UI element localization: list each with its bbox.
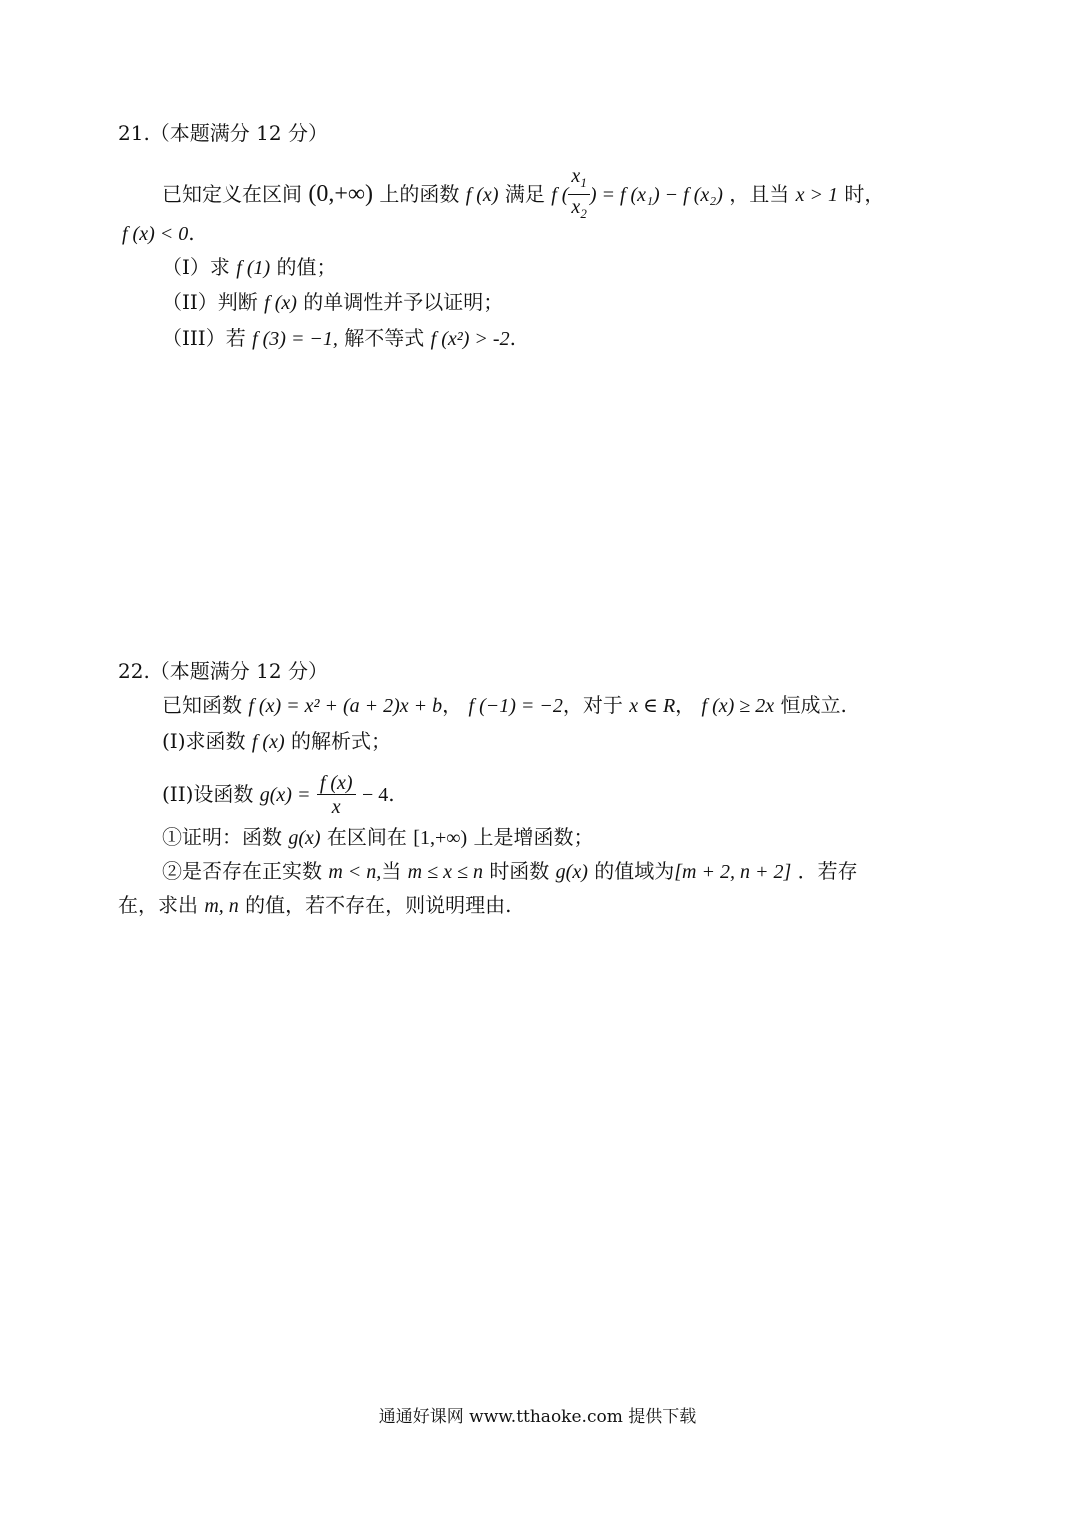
q22-sub1-interval: [1,+∞)	[413, 827, 468, 849]
q22-sub2-line2	[118, 890, 512, 921]
q22-frac-den: x	[331, 796, 341, 818]
q22-part2-end: .	[388, 782, 395, 806]
q22-sub1-mid: 在区间在	[326, 825, 407, 849]
q22-sub1-expr: g(x)	[288, 827, 321, 849]
q22-sub2-expr3: g(x)	[555, 861, 588, 883]
q22-part2-tail: − 4	[361, 784, 389, 806]
q22-stem-c: 恒成立.	[780, 693, 847, 717]
q22-comma1: ，	[442, 693, 463, 717]
q21-stem-line1	[162, 165, 884, 226]
q22-cond2: x ∈ R	[629, 695, 676, 717]
q21-stem-e: 时，	[844, 182, 885, 206]
q21-part3-mid: 解不等式	[344, 326, 425, 350]
q22-fdef: f (x) = x² + (a + 2)x + b	[248, 695, 443, 717]
q22-comma2: ，	[675, 693, 696, 717]
q22-sub2-d: 的值域为	[594, 859, 675, 883]
q21-part2-label: （II）判断	[162, 290, 258, 314]
q21-part3	[162, 323, 516, 354]
q22-sub2-line2-a: 在，求出	[118, 893, 198, 917]
q22-part2-label: (II)设函数	[162, 782, 254, 806]
q21-eq-rhs: ) = f (x₁) − f (x₂)	[589, 184, 723, 206]
q22-sub2-expr2: m ≤ x ≤ n	[407, 861, 483, 883]
q21-fraction	[568, 165, 589, 226]
q21-part3-end: .	[509, 326, 516, 350]
q21-part2	[162, 287, 503, 318]
q22-sub2-expr1: m < n,	[328, 861, 382, 883]
q21-stem-a: 已知定义在区间	[162, 182, 302, 206]
q22-header	[118, 656, 328, 686]
q22-fraction	[317, 772, 356, 819]
q22-cond3: f (x) ≥ 2x	[701, 695, 775, 717]
q22-header-text: 22.（本题满分 12 分）	[118, 659, 328, 683]
q22-stem-b: ，对于	[562, 693, 623, 717]
q22-part2-g: g(x) =	[259, 784, 311, 806]
q22-sub2-c: 时函数	[489, 859, 550, 883]
q21-part1-label: （I）求	[162, 255, 230, 279]
q22-sub2-expr4: [m + 2, n + 2]	[674, 861, 792, 883]
q22-frac-num: f (x)	[317, 772, 356, 795]
q21-part1	[162, 252, 337, 283]
q21-line2-expr: f (x) < 0	[122, 223, 189, 245]
q21-eq-f-open: f (	[551, 184, 569, 206]
q21-stem-d: ，且当	[729, 182, 790, 206]
q21-header	[118, 118, 328, 148]
q21-part1-expr: f (1)	[236, 257, 271, 279]
q21-frac-den: $x_2$	[571, 196, 587, 221]
q22-sub2-e: ．若存	[797, 859, 858, 883]
q21-stem-c: 满足	[504, 182, 545, 206]
q22-sub1	[162, 822, 594, 853]
q21-stem-b: 上的函数	[379, 182, 460, 206]
q22-stem-a: 已知函数	[162, 693, 242, 717]
q21-frac-num: $x_1$	[568, 165, 589, 195]
q21-part3-expr2: f (x²) > -2	[430, 328, 510, 350]
q21-cond: x > 1	[795, 184, 838, 206]
q22-sub2-a: ②是否存在正实数	[162, 859, 322, 883]
q22-part1	[162, 726, 391, 757]
q22-part2	[162, 772, 395, 819]
q21-header-text: 21.（本题满分 12 分）	[118, 121, 328, 145]
q21-stem-line2	[122, 218, 195, 249]
q22-sub2-line1	[162, 856, 858, 887]
q21-fx: f (x)	[465, 184, 499, 206]
q22-stem	[162, 690, 847, 721]
q22-sub1-label: ①证明：函数	[162, 825, 282, 849]
q21-part3-label: （III）若	[162, 326, 246, 350]
footer-text: 通通好课网 www.tthaoke.com 提供下载	[378, 1407, 697, 1427]
q22-sub1-end: 上是增函数；	[473, 825, 594, 849]
q21-part1-end: 的值；	[276, 255, 337, 279]
q22-part1-end: 的解析式；	[291, 729, 391, 753]
q21-part2-expr: f (x)	[264, 292, 297, 314]
q22-cond1: f (−1) = −2	[468, 695, 563, 717]
q22-sub2-line2-b: 的值，若不存在，则说明理由.	[245, 893, 512, 917]
q22-part1-label: (I)求函数	[162, 729, 246, 753]
q22-part1-expr: f (x)	[251, 731, 285, 753]
q22-sub2-b: 当	[381, 859, 402, 883]
q21-line2-end: .	[188, 221, 195, 245]
q21-interval: (0,+∞)	[308, 181, 373, 207]
q22-sub2-line2-expr: m, n	[204, 895, 239, 917]
footer	[0, 1402, 1075, 1427]
q21-part2-end: 的单调性并予以证明；	[303, 290, 504, 314]
q21-part3-expr: f (3) = −1,	[252, 328, 338, 350]
